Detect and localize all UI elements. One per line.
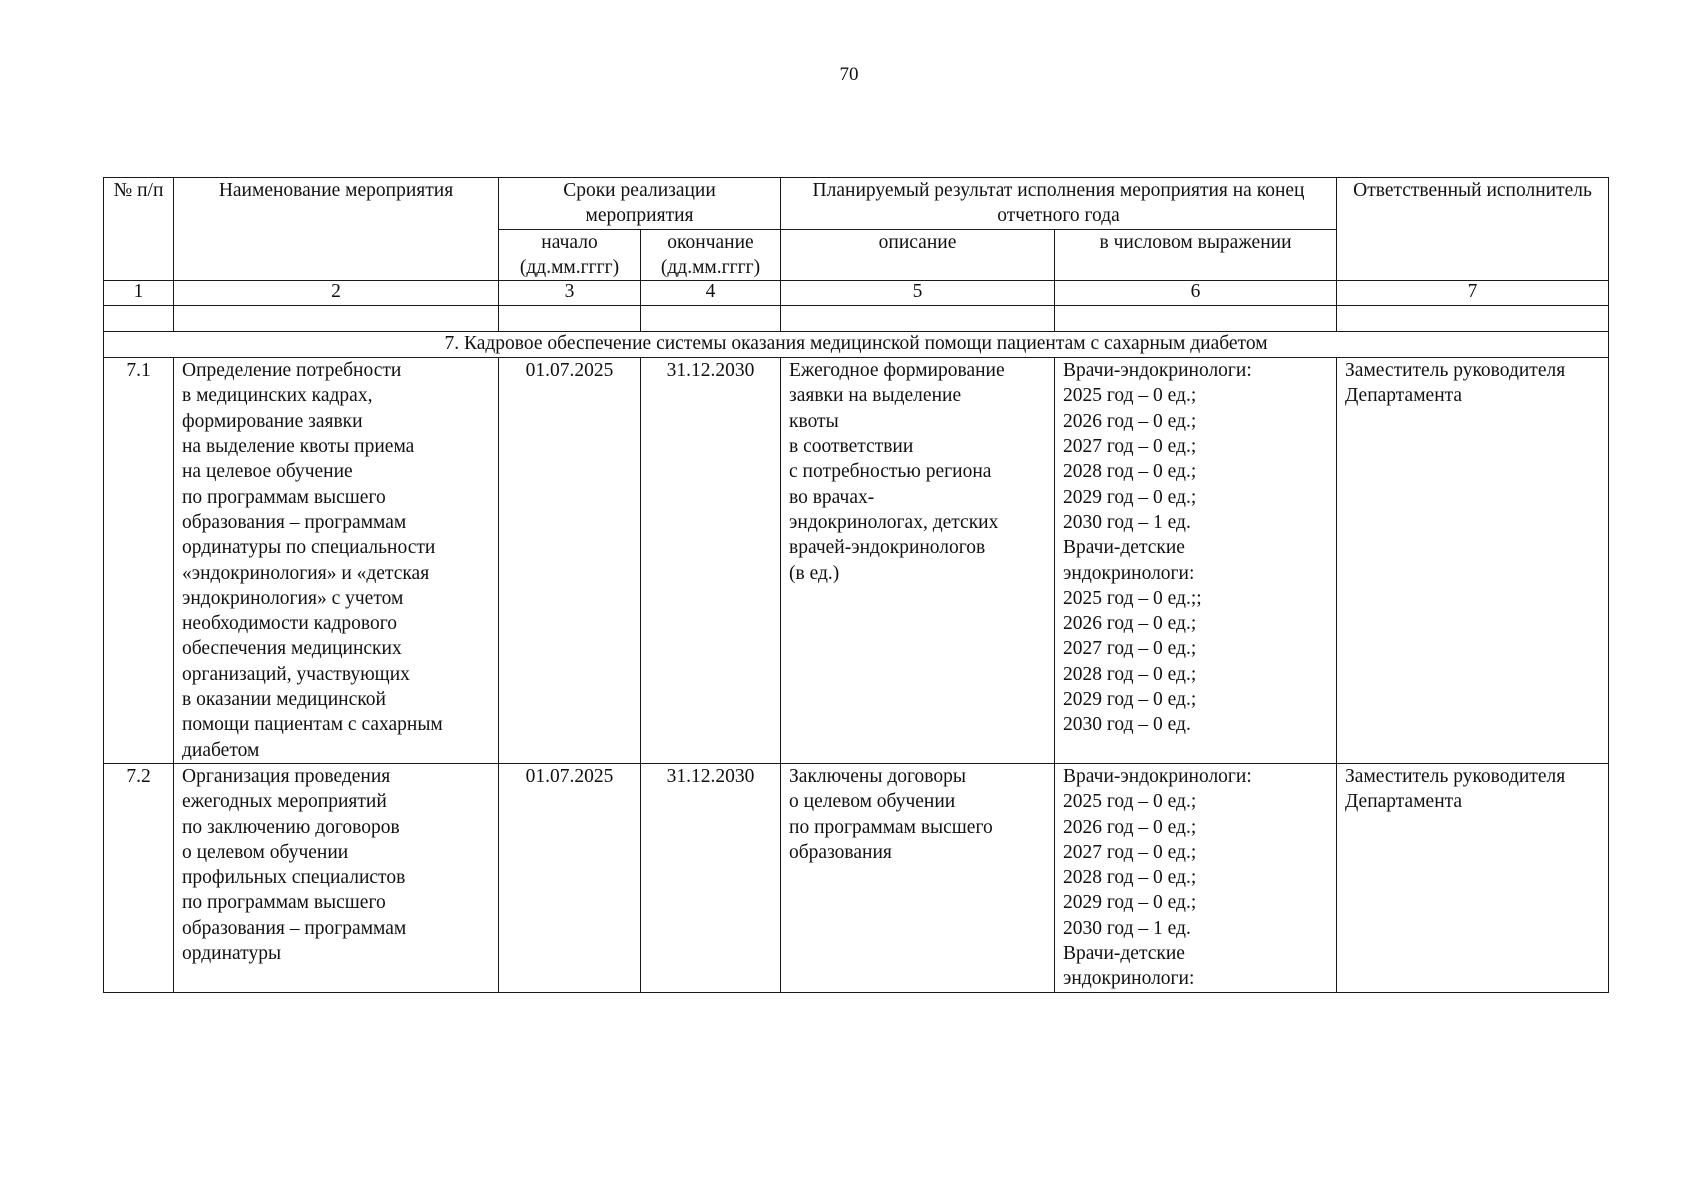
text-line: по программам высшего (182, 486, 386, 508)
text-line: 2027 год – 0 ед.; (1063, 841, 1197, 863)
start-date: 01.07.2025 (499, 763, 641, 992)
text-line: эндокринологи: (1063, 968, 1195, 990)
text-line: Врачи-эндокринологи: (1063, 765, 1252, 787)
text-line: на выделение квоты приема (182, 436, 415, 458)
column-number: 3 (499, 281, 641, 306)
text-line: (в ед.) (789, 562, 840, 584)
text-line: в соответствии (789, 436, 914, 458)
text-line: помощи пациентам с сахарным (182, 714, 443, 736)
responsible-text (1345, 764, 1600, 815)
text-line: 2026 год – 0 ед.; (1063, 816, 1197, 838)
table-row (104, 358, 1609, 764)
text-line: эндокринологи: (1063, 562, 1195, 584)
text-line: Заместитель руководителя (1345, 765, 1566, 787)
text-line: во врачах- (789, 486, 875, 508)
text-line: ординатуры по специальности (182, 537, 436, 559)
text-line: заявки на выделение (789, 385, 962, 407)
header-responsible: Ответственный исполнитель (1337, 178, 1609, 281)
responsible (1337, 763, 1609, 992)
responsible (1337, 358, 1609, 764)
end-date: 31.12.2030 (641, 358, 781, 764)
text-line: 2026 год – 0 ед.; (1063, 613, 1197, 635)
text-line: Ежегодное формирование (789, 360, 1005, 382)
text-line: профильных специалистов (182, 867, 406, 889)
text-line: в медицинских кадрах, (182, 385, 373, 407)
column-number: 7 (1337, 281, 1609, 306)
measures-table (103, 177, 1609, 993)
start-date: 01.07.2025 (499, 358, 641, 764)
end-date: 31.12.2030 (641, 763, 781, 992)
measure-name-text (182, 764, 490, 966)
result-numeric (1055, 763, 1337, 992)
text-line: 2030 год – 1 ед. (1063, 511, 1191, 533)
text-line: Департамента (1345, 791, 1463, 813)
text-line: организаций, участвующих (182, 663, 410, 685)
text-line: 2027 год – 0 ед.; (1063, 638, 1197, 660)
text-line: Департамента (1345, 385, 1463, 407)
measure-name (174, 763, 499, 992)
row-number: 7.2 (104, 763, 174, 992)
text-line: 2027 год – 0 ед.; (1063, 436, 1197, 458)
text-line: Организация проведения (182, 765, 391, 787)
text-line: образования (789, 841, 892, 863)
text-line: квоты (789, 410, 839, 432)
text-line: 2029 год – 0 ед.; (1063, 892, 1197, 914)
result-numeric (1055, 358, 1337, 764)
result-description (781, 358, 1055, 764)
header-name: Наименование мероприятия (174, 178, 499, 281)
text-line: 2025 год – 0 ед.;; (1063, 587, 1202, 609)
text-line: эндокринологах, детских (789, 511, 999, 533)
column-number: 2 (174, 281, 499, 306)
text-line: 2029 год – 0 ед.; (1063, 486, 1197, 508)
text-line: на целевое обучение (182, 461, 353, 483)
text-line: 2030 год – 0 ед. (1063, 714, 1191, 736)
text-line: 2030 год – 1 ед. (1063, 917, 1191, 939)
text-line: 2028 год – 0 ед.; (1063, 867, 1197, 889)
page-number: 70 (839, 64, 859, 85)
measure-name (174, 358, 499, 764)
text-line: образования – программам (182, 511, 407, 533)
header-end: окончание (дд.мм.гггг) (641, 229, 781, 281)
text-line: необходимости кадрового (182, 613, 397, 635)
text-line: 2028 год – 0 ед.; (1063, 663, 1197, 685)
text-line: о целевом обучении (182, 841, 349, 863)
text-line: о целевом обучении (789, 791, 956, 813)
text-line: «эндокринология» и «детская (182, 562, 430, 584)
text-line: Определение потребности (182, 360, 402, 382)
header-numeric: в числовом выражении (1055, 229, 1337, 281)
result-description-text (789, 764, 1046, 865)
empty-row (104, 306, 1609, 332)
text-line: в оказании медицинской (182, 689, 386, 711)
section-title: 7. Кадровое обеспечение системы оказания медицинской помощи пациентам с сахарным диабетом (104, 332, 1609, 358)
text-line: ежегодных мероприятий (182, 791, 387, 813)
text-line: 2026 год – 0 ед.; (1063, 410, 1197, 432)
text-line: по программам высшего (182, 892, 386, 914)
result-description-text (789, 358, 1046, 586)
text-line: Заключены договоры (789, 765, 966, 787)
header-start: начало (дд.мм.гггг) (499, 229, 641, 281)
text-line: диабетом (182, 739, 260, 761)
measure-name-text (182, 358, 490, 763)
header-result: Планируемый результат исполнения мероприятия на конец отчетного года (781, 178, 1337, 230)
column-number: 4 (641, 281, 781, 306)
section-row (104, 332, 1609, 358)
header-terms: Сроки реализации мероприятия (499, 178, 781, 230)
text-line: врачей-эндокринологов (789, 537, 986, 559)
text-line: формирование заявки (182, 410, 363, 432)
column-numbers-row (104, 281, 1609, 306)
text-line: ординатуры (182, 943, 282, 965)
text-line: Врачи-эндокринологи: (1063, 360, 1252, 382)
result-description (781, 763, 1055, 992)
column-number: 6 (1055, 281, 1337, 306)
header-description: описание (781, 229, 1055, 281)
column-number: 1 (104, 281, 174, 306)
text-line: 2025 год – 0 ед.; (1063, 385, 1197, 407)
text-line: 2025 год – 0 ед.; (1063, 791, 1197, 813)
text-line: Врачи-детские (1063, 537, 1185, 559)
responsible-text (1345, 358, 1600, 409)
text-line: образования – программам (182, 917, 407, 939)
result-numeric-text (1063, 358, 1328, 737)
column-number: 5 (781, 281, 1055, 306)
row-number: 7.1 (104, 358, 174, 764)
text-line: Врачи-детские (1063, 943, 1185, 965)
text-line: 2028 год – 0 ед.; (1063, 461, 1197, 483)
text-line: 2029 год – 0 ед.; (1063, 689, 1197, 711)
table-row (104, 763, 1609, 992)
text-line: по программам высшего (789, 816, 993, 838)
text-line: обеспечения медицинских (182, 638, 402, 660)
text-line: с потребностью региона (789, 461, 992, 483)
text-line: по заключению договоров (182, 816, 400, 838)
text-line: Заместитель руководителя (1345, 360, 1566, 382)
result-numeric-text (1063, 764, 1328, 992)
header-num: № п/п (104, 178, 174, 281)
text-line: эндокринология» с учетом (182, 587, 404, 609)
